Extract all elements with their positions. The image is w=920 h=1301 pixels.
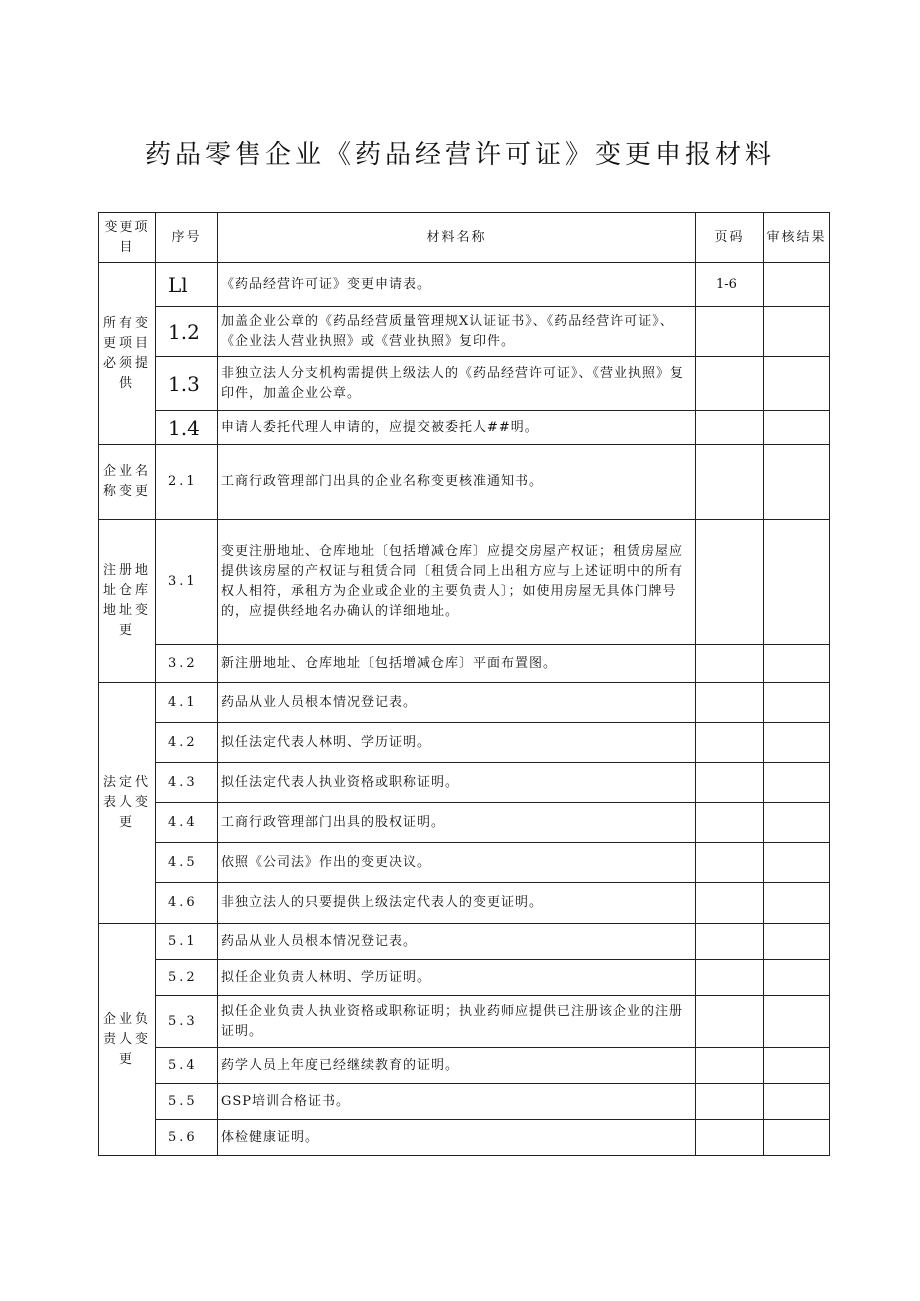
page-number <box>696 843 764 883</box>
document-title: 药品零售企业《药品经营许可证》变更申报材料 <box>144 140 775 170</box>
header-row <box>99 213 830 263</box>
header-number: 序号 <box>156 213 218 263</box>
result-cell <box>764 645 830 683</box>
table-row <box>99 996 830 1048</box>
result-cell <box>764 520 830 645</box>
header-page: 页码 <box>696 213 764 263</box>
table-row <box>99 763 830 803</box>
page-number: 1-6 <box>696 263 764 307</box>
material-name: 依照《公司法》作出的变更决议。 <box>218 843 696 883</box>
page-number <box>696 445 764 520</box>
material-name: 工商行政管理部门出具的股权证明。 <box>218 803 696 843</box>
material-name: 拟任法定代表人执业资格或职称证明。 <box>218 763 696 803</box>
row-number: Ll <box>156 263 218 307</box>
material-name: GSP培训合格证书。 <box>218 1084 696 1120</box>
result-cell <box>764 960 830 996</box>
result-cell <box>764 1120 830 1156</box>
page-number <box>696 520 764 645</box>
category-manager-change: 企业负责人变更 <box>99 924 156 1156</box>
row-number: 3.2 <box>156 645 218 683</box>
page-number <box>696 645 764 683</box>
page-number <box>696 1120 764 1156</box>
row-number: 5.6 <box>156 1120 218 1156</box>
result-cell <box>764 883 830 924</box>
result-cell <box>764 843 830 883</box>
table-row <box>99 723 830 763</box>
material-name: 加盖企业公章的《药品经营质量管理规X认证证书》、《药品经营许可证》、《企业法人营业执照》或《营业执照》复印件。 <box>218 307 696 357</box>
material-name: 非独立法人分支机构需提供上级法人的《药品经营许可证》、《营业执照》复印件，加盖企业公章。 <box>218 357 696 411</box>
row-number: 1.4 <box>156 411 218 445</box>
row-number: 4.3 <box>156 763 218 803</box>
material-name: 药品从业人员根本情况登记表。 <box>218 683 696 723</box>
page-number <box>696 683 764 723</box>
page-number <box>696 1048 764 1084</box>
row-number: 4.2 <box>156 723 218 763</box>
category-address-change: 注册地址仓库地址变更 <box>99 520 156 683</box>
material-name: 拟任企业负责人执业资格或职称证明；执业药师应提供已注册该企业的注册证明。 <box>218 996 696 1048</box>
result-cell <box>764 307 830 357</box>
header-material: 材料名称 <box>218 213 696 263</box>
result-cell <box>764 1084 830 1120</box>
result-cell <box>764 411 830 445</box>
material-name: 药品从业人员根本情况登记表。 <box>218 924 696 960</box>
material-name: 申请人委托代理人申请的，应提交被委托人##明。 <box>218 411 696 445</box>
page-number <box>696 307 764 357</box>
table-row <box>99 803 830 843</box>
row-number: 1.3 <box>156 357 218 411</box>
row-number: 5.4 <box>156 1048 218 1084</box>
material-name: 拟任法定代表人林明、学历证明。 <box>218 723 696 763</box>
material-name: 拟任企业负责人林明、学历证明。 <box>218 960 696 996</box>
page-number <box>696 763 764 803</box>
category-all: 所有变更项目必须提供 <box>99 263 156 445</box>
table-row <box>99 924 830 960</box>
result-cell <box>764 263 830 307</box>
material-name: 药学人员上年度已经继续教育的证明。 <box>218 1048 696 1084</box>
page-number <box>696 924 764 960</box>
row-number: 4.5 <box>156 843 218 883</box>
table-row <box>99 960 830 996</box>
table-row <box>99 445 830 520</box>
table-row <box>99 1084 830 1120</box>
row-number: 2.1 <box>156 445 218 520</box>
material-name: 变更注册地址、仓库地址〔包括增减仓库〕应提交房屋产权证；租赁房屋应提供该房屋的产权证与租赁合同〔租赁合同上出租方应与上述证明中的所有权人相符，承租方为企业或企业的主要负责人〕；如使用房屋无具体门牌号的，应提供经地名办确认的详细地址。 <box>218 520 696 645</box>
row-number: 5.5 <box>156 1084 218 1120</box>
material-name: 工商行政管理部门出具的企业名称变更核准通知书。 <box>218 445 696 520</box>
row-number: 5.1 <box>156 924 218 960</box>
row-number: 4.1 <box>156 683 218 723</box>
result-cell <box>764 683 830 723</box>
material-name: 《药品经营许可证》变更申请表。 <box>218 263 696 307</box>
header-result: 审核结果 <box>764 213 830 263</box>
material-name: 新注册地址、仓库地址〔包括增减仓库〕平面布置图。 <box>218 645 696 683</box>
row-number: 1.2 <box>156 307 218 357</box>
result-cell <box>764 357 830 411</box>
row-number: 4.6 <box>156 883 218 924</box>
category-name-change: 企业名称变更 <box>99 445 156 520</box>
result-cell <box>764 803 830 843</box>
table-row <box>99 1048 830 1084</box>
row-number: 4.4 <box>156 803 218 843</box>
table-row <box>99 411 830 445</box>
page-number <box>696 960 764 996</box>
result-cell <box>764 723 830 763</box>
result-cell <box>764 763 830 803</box>
page-number <box>696 883 764 924</box>
result-cell <box>764 996 830 1048</box>
table-row <box>99 645 830 683</box>
page-number <box>696 357 764 411</box>
page-number <box>696 996 764 1048</box>
table-row <box>99 1120 830 1156</box>
row-number: 3.1 <box>156 520 218 645</box>
row-number: 5.3 <box>156 996 218 1048</box>
page-number <box>696 411 764 445</box>
row-number: 5.2 <box>156 960 218 996</box>
table-row <box>99 883 830 924</box>
header-category: 变更项目 <box>99 213 156 263</box>
material-name: 非独立法人的只要提供上级法定代表人的变更证明。 <box>218 883 696 924</box>
table-row <box>99 843 830 883</box>
result-cell <box>764 445 830 520</box>
page-number <box>696 803 764 843</box>
result-cell <box>764 924 830 960</box>
table-row <box>99 683 830 723</box>
materials-table <box>98 212 830 1156</box>
table-row <box>99 263 830 307</box>
result-cell <box>764 1048 830 1084</box>
table-row <box>99 307 830 357</box>
page-number <box>696 1084 764 1120</box>
material-name: 体检健康证明。 <box>218 1120 696 1156</box>
table-row <box>99 520 830 645</box>
table-row <box>99 357 830 411</box>
category-legal-rep-change: 法定代表人变更 <box>99 683 156 924</box>
page-number <box>696 723 764 763</box>
